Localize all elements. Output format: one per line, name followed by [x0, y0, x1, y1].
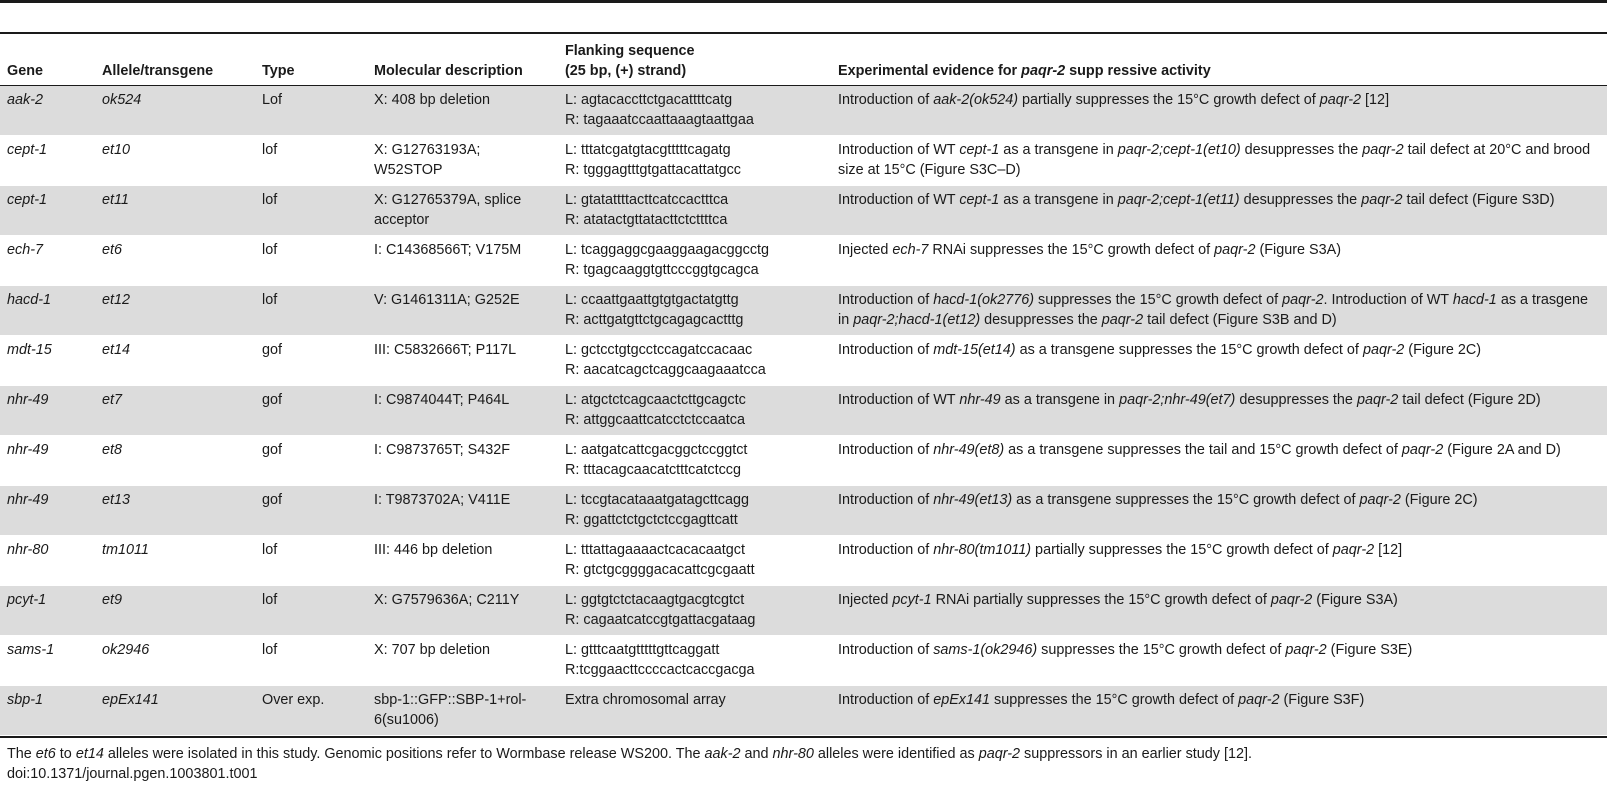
cell-allele: et11: [95, 186, 255, 236]
cell-allele: tm1011: [102, 542, 149, 558]
cell-type: Lof: [255, 86, 367, 136]
table-row: [0, 686, 1607, 736]
cell-type: gof: [255, 386, 367, 436]
evidence-gene-term: paqr-2: [1361, 192, 1403, 208]
footnote-segment: to: [55, 746, 76, 762]
cell-gene: nhr-80: [7, 542, 49, 558]
footnote-term: nhr-80: [772, 746, 814, 762]
evidence-text: Introduction of: [838, 442, 934, 458]
evidence-text: desuppresses the: [1235, 392, 1357, 408]
cell-gene: hacd-1: [0, 286, 95, 336]
cell-evidence: [831, 136, 1607, 186]
flank-left: L: tccgtacataaatgatagcttcagg: [565, 492, 750, 508]
flank-left: L: agtacaccttctgacattttcatg: [565, 92, 733, 108]
cell-flanking: [558, 686, 831, 736]
evidence-text: as a transgene suppresses the 15°C growth defect of: [1015, 342, 1363, 358]
table-row: [0, 536, 1607, 586]
header-evidence-gene: paqr-2: [1021, 63, 1066, 79]
flank-right: R: aacatcagctcaggcaagaaatcca: [565, 362, 766, 378]
evidence-gene-term: ech-7: [892, 242, 929, 258]
cell-allele: et8: [102, 442, 123, 458]
evidence-gene-term: aak-2(ok524): [933, 92, 1018, 108]
table-row: [0, 286, 1607, 336]
cell-flanking: [558, 586, 831, 636]
evidence-text: as a transgene in: [1000, 392, 1120, 408]
cell-evidence: [831, 436, 1607, 486]
evidence-text: (Figure 2C): [1400, 492, 1478, 508]
cell-type: lof: [262, 142, 278, 158]
cell-gene: cept-1: [7, 142, 47, 158]
evidence-text: tail defect (Figure S3B and D): [1143, 312, 1337, 328]
evidence-gene-term: nhr-49(et13): [933, 492, 1013, 508]
footnote-segment: The: [7, 746, 36, 762]
cell-evidence: [831, 686, 1607, 736]
cell-molecular: I: C9874044T; P464L: [367, 386, 558, 436]
evidence-text: (Figure S3A): [1255, 242, 1342, 258]
evidence-text: partially suppresses the 15°C growth defect of: [1018, 92, 1320, 108]
footnote-term: paqr-2: [978, 746, 1021, 762]
evidence-text: Injected: [838, 242, 893, 258]
cell-molecular: X: G7579636A; C211Y: [367, 586, 558, 636]
footnote-segment: alleles were isolated in this study. Genomic positions refer to Wormbase release WS200. The: [103, 746, 705, 762]
header-rule: [0, 32, 1607, 34]
cell-allele: epEx141: [95, 686, 255, 736]
cell-gene: nhr-49: [7, 442, 49, 458]
cell-type: lof: [262, 242, 278, 258]
evidence-text: Injected: [838, 592, 893, 608]
flank-left: L: aatgatcattcgacggctccggtct: [565, 442, 748, 458]
footnote-term: et6: [35, 746, 56, 762]
cell-type: lof: [262, 642, 278, 658]
evidence-text: Introduction of: [838, 492, 934, 508]
cell-flanking: [558, 236, 831, 286]
footnote-text: [7, 744, 1597, 764]
footnote-segment: suppressors in an earlier study [12].: [1020, 746, 1252, 762]
table-row: [0, 86, 1607, 136]
evidence-text: Introduction of: [838, 542, 934, 558]
evidence-gene-term: cept-1: [959, 192, 1000, 208]
cell-allele: ok524: [95, 86, 255, 136]
header-flanking-line2: (25 bp, (+) strand): [565, 63, 687, 79]
evidence-text: (Figure 2A and D): [1443, 442, 1561, 458]
flank-right: R: tagaaatccaattaaagtaattgaa: [565, 112, 754, 128]
cell-evidence: [831, 236, 1607, 286]
evidence-gene-term: paqr-2: [1101, 312, 1144, 328]
flank-right: R:tcggaacttccccactcaccgacga: [565, 662, 755, 678]
footnote-term: et14: [75, 746, 104, 762]
cell-gene: aak-2: [0, 86, 95, 136]
evidence-gene-term: hacd-1(ok2776): [933, 292, 1035, 308]
evidence-text: tail defect at 20°C and brood size at 15°C (Figure S3C–D): [838, 142, 1591, 178]
evidence-text: as a transgene suppresses the 15°C growth defect of: [1012, 492, 1360, 508]
cell-molecular: X: 408 bp deletion: [367, 86, 558, 136]
flank-left: L: ggtgtctctacaagtgacgtcgtct: [565, 592, 745, 608]
table-header: [0, 37, 1607, 86]
flank-right: R: ggattctctgctctccgagttcatt: [565, 512, 738, 528]
evidence-gene-term: nhr-49(et8): [933, 442, 1005, 458]
cell-evidence: [831, 586, 1607, 636]
cell-allele: et12: [95, 286, 255, 336]
evidence-gene-term: cept-1: [959, 142, 1000, 158]
evidence-gene-term: nhr-49: [959, 392, 1001, 408]
evidence-gene-term: paqr-2: [1401, 442, 1444, 458]
evidence-gene-term: paqr-2;hacd-1(et12): [853, 312, 981, 328]
evidence-text: suppresses the 15°C growth defect of: [1037, 642, 1286, 658]
table-row: [0, 186, 1607, 236]
evidence-text: as a trasgene in: [838, 292, 1589, 328]
cell-allele: et13: [95, 486, 255, 536]
evidence-text: suppresses the 15°C growth defect of: [1034, 292, 1283, 308]
bottom-rule: [0, 736, 1607, 738]
evidence-text: RNAi suppresses the 15°C growth defect of: [928, 242, 1215, 258]
evidence-gene-term: nhr-80(tm1011): [933, 542, 1032, 558]
evidence-text: RNAi partially suppresses the 15°C growth defect of: [931, 592, 1271, 608]
flank-left: Extra chromosomal array: [565, 692, 726, 708]
evidence-gene-term: paqr-2: [1332, 542, 1375, 558]
table-row: [0, 636, 1607, 686]
evidence-gene-term: paqr-2: [1356, 392, 1399, 408]
cell-flanking: [558, 436, 831, 486]
cell-gene: sbp-1: [0, 686, 95, 736]
header-row: [0, 37, 1607, 86]
evidence-text: (Figure S3F): [1279, 692, 1365, 708]
table-row: [0, 236, 1607, 286]
cell-allele: et10: [102, 142, 131, 158]
table-row: [0, 586, 1607, 636]
footnote-term: aak-2: [704, 746, 741, 762]
evidence-gene-term: paqr-2: [1359, 492, 1401, 508]
cell-molecular: III: 446 bp deletion: [374, 542, 493, 558]
evidence-text: as a transgene in: [999, 142, 1118, 158]
evidence-text: . Introduction of WT: [1323, 292, 1453, 308]
evidence-gene-term: paqr-2: [1362, 342, 1405, 358]
cell-allele: et14: [102, 342, 131, 358]
cell-type: gof: [255, 486, 367, 536]
header-evidence-pre: Experimental evidence for: [838, 63, 1022, 79]
cell-evidence: [831, 336, 1607, 386]
cell-molecular: sbp-1::GFP::SBP-1+rol-6(su1006): [367, 686, 558, 736]
evidence-text: tail defect (Figure 2D): [1398, 392, 1541, 408]
evidence-gene-term: epEx141: [933, 692, 991, 708]
evidence-text: desuppresses the: [980, 312, 1102, 328]
table-row: [0, 336, 1607, 386]
cell-evidence: [831, 486, 1607, 536]
cell-gene: nhr-49: [0, 386, 95, 436]
cell-allele: et9: [95, 586, 255, 636]
flank-right: R: attggcaattcatcctctccaatca: [565, 412, 745, 428]
evidence-gene-term: paqr-2;cept-1(et10): [1117, 142, 1241, 158]
cell-flanking: [558, 386, 831, 436]
cell-molecular: V: G1461311A; G252E: [367, 286, 558, 336]
evidence-text: desuppresses the: [1240, 142, 1363, 158]
flank-left: L: tttattagaaaactcacacaatgct: [565, 542, 746, 558]
flank-right: R: gtctgcggggacacattcgcgaatt: [565, 562, 755, 578]
cell-type: Over exp.: [255, 686, 367, 736]
cell-molecular: I: T9873702A; V411E: [367, 486, 558, 536]
evidence-text: desuppresses the: [1239, 192, 1362, 208]
flank-right: R: acttgatgttctgcagagcactttg: [565, 312, 744, 328]
evidence-text: Introduction of WT: [838, 142, 960, 158]
cell-allele: et6: [102, 242, 123, 258]
evidence-gene-term: paqr-2: [1214, 242, 1256, 258]
header-gene: Gene: [0, 37, 95, 86]
evidence-gene-term: paqr-2: [1238, 692, 1280, 708]
evidence-gene-term: paqr-2: [1362, 142, 1404, 158]
cell-evidence: [831, 386, 1607, 436]
cell-molecular: III: C5832666T; P117L: [374, 342, 517, 358]
cell-type: lof: [255, 186, 367, 236]
table-row: [0, 386, 1607, 436]
evidence-text: Introduction of: [838, 92, 934, 108]
flank-right: R: atatactgttatacttctcttttca: [565, 212, 728, 228]
cell-molecular: I: C14368566T; V175M: [374, 242, 522, 258]
header-evidence: [831, 37, 1607, 86]
evidence-gene-term: hacd-1: [1452, 292, 1497, 308]
evidence-gene-term: sams-1(ok2946): [933, 642, 1038, 658]
cell-type: gof: [262, 442, 283, 458]
cell-evidence: [831, 86, 1607, 136]
cell-flanking: [558, 136, 831, 186]
cell-gene: sams-1: [7, 642, 55, 658]
cell-flanking: [558, 486, 831, 536]
flank-right: R: tttacagcaacatctttcatctccg: [565, 462, 741, 478]
evidence-gene-term: paqr-2: [1319, 92, 1362, 108]
flank-left: L: gtttcaatgtttttgttcaggatt: [565, 642, 720, 658]
header-flanking-line1: Flanking sequence: [565, 43, 695, 59]
evidence-gene-term: paqr-2;nhr-49(et7): [1119, 392, 1236, 408]
evidence-text: as a transgene suppresses the tail and 15°C growth defect of: [1004, 442, 1402, 458]
top-rule: [0, 0, 1607, 3]
table-row: [0, 136, 1607, 186]
cell-evidence: [831, 186, 1607, 236]
cell-allele: et7: [95, 386, 255, 436]
evidence-text: Introduction of WT: [838, 392, 960, 408]
cell-flanking: [558, 186, 831, 236]
cell-flanking: [558, 86, 831, 136]
flank-right: R: tgagcaaggtgttcccggtgcagca: [565, 262, 759, 278]
evidence-text: [12]: [1374, 542, 1403, 558]
doi-text: doi:10.1371/journal.pgen.1003801.t001: [7, 766, 258, 782]
evidence-gene-term: paqr-2: [1282, 292, 1324, 308]
cell-type: lof: [262, 542, 278, 558]
evidence-gene-term: paqr-2: [1270, 592, 1313, 608]
evidence-text: tail defect (Figure S3D): [1402, 192, 1555, 208]
evidence-text: Introduction of: [838, 642, 934, 658]
flank-left: L: tcaggaggcgaaggaagacggcctg: [565, 242, 770, 258]
cell-gene: pcyt-1: [0, 586, 95, 636]
table-footnote: [7, 744, 1597, 784]
flank-right: R: cagaatcatccgtgattacgataag: [565, 612, 756, 628]
evidence-text: Introduction of WT: [838, 192, 960, 208]
table-row: [0, 486, 1607, 536]
cell-flanking: [558, 286, 831, 336]
header-molecular: Molecular description: [367, 37, 558, 86]
footnote-segment: and: [740, 746, 773, 762]
suppressor-table: [0, 37, 1607, 736]
cell-gene: cept-1: [0, 186, 95, 236]
evidence-gene-term: paqr-2;cept-1(et11): [1117, 192, 1240, 208]
header-evidence-post: supp ressive activity: [1065, 63, 1211, 79]
evidence-gene-term: mdt-15(et14): [933, 342, 1016, 358]
evidence-text: as a transgene in: [999, 192, 1118, 208]
cell-molecular: X: G12763193A; W52STOP: [374, 142, 481, 178]
cell-evidence: [831, 636, 1607, 686]
evidence-text: (Figure 2C): [1404, 342, 1482, 358]
header-type: Type: [255, 37, 367, 86]
cell-flanking: [558, 536, 831, 586]
cell-type: gof: [262, 342, 283, 358]
cell-evidence: [831, 286, 1607, 336]
cell-molecular: X: 707 bp deletion: [374, 642, 491, 658]
table-row: [0, 436, 1607, 486]
flank-left: L: ccaattgaattgtgtgactatgttg: [565, 292, 739, 308]
cell-flanking: [558, 636, 831, 686]
flank-left: L: gctcctgtgcctccagatccacaac: [565, 342, 753, 358]
evidence-text: Introduction of: [838, 342, 934, 358]
evidence-gene-term: pcyt-1: [892, 592, 932, 608]
evidence-text: Introduction of: [838, 692, 934, 708]
cell-gene: ech-7: [7, 242, 43, 258]
evidence-text: Introduction of: [838, 292, 934, 308]
cell-molecular: X: G12765379A, splice acceptor: [367, 186, 558, 236]
header-allele: Allele/transgene: [95, 37, 255, 86]
evidence-text: [12]: [1361, 92, 1390, 108]
table-body: [0, 86, 1607, 736]
evidence-text: (Figure S3E): [1326, 642, 1413, 658]
flank-left: L: gtatattttacttcatccactttca: [565, 192, 729, 208]
evidence-text: (Figure S3A): [1312, 592, 1398, 608]
cell-type: lof: [255, 286, 367, 336]
evidence-gene-term: paqr-2: [1285, 642, 1327, 658]
cell-allele: ok2946: [102, 642, 150, 658]
flank-left: L: atgctctcagcaactcttgcagctc: [565, 392, 746, 408]
flank-left: L: tttatcgatgtacgtttttcagatg: [565, 142, 731, 158]
cell-type: lof: [255, 586, 367, 636]
cell-gene: nhr-49: [0, 486, 95, 536]
footnote-segment: alleles were identified as: [813, 746, 979, 762]
cell-flanking: [558, 336, 831, 386]
cell-evidence: [831, 536, 1607, 586]
header-flanking: [558, 37, 831, 86]
cell-molecular: I: C9873765T; S432F: [374, 442, 511, 458]
evidence-text: partially suppresses the 15°C growth defect of: [1031, 542, 1333, 558]
evidence-text: suppresses the 15°C growth defect of: [990, 692, 1239, 708]
cell-gene: mdt-15: [7, 342, 52, 358]
flank-right: R: tgggagtttgtgattacattatgcc: [565, 162, 741, 178]
